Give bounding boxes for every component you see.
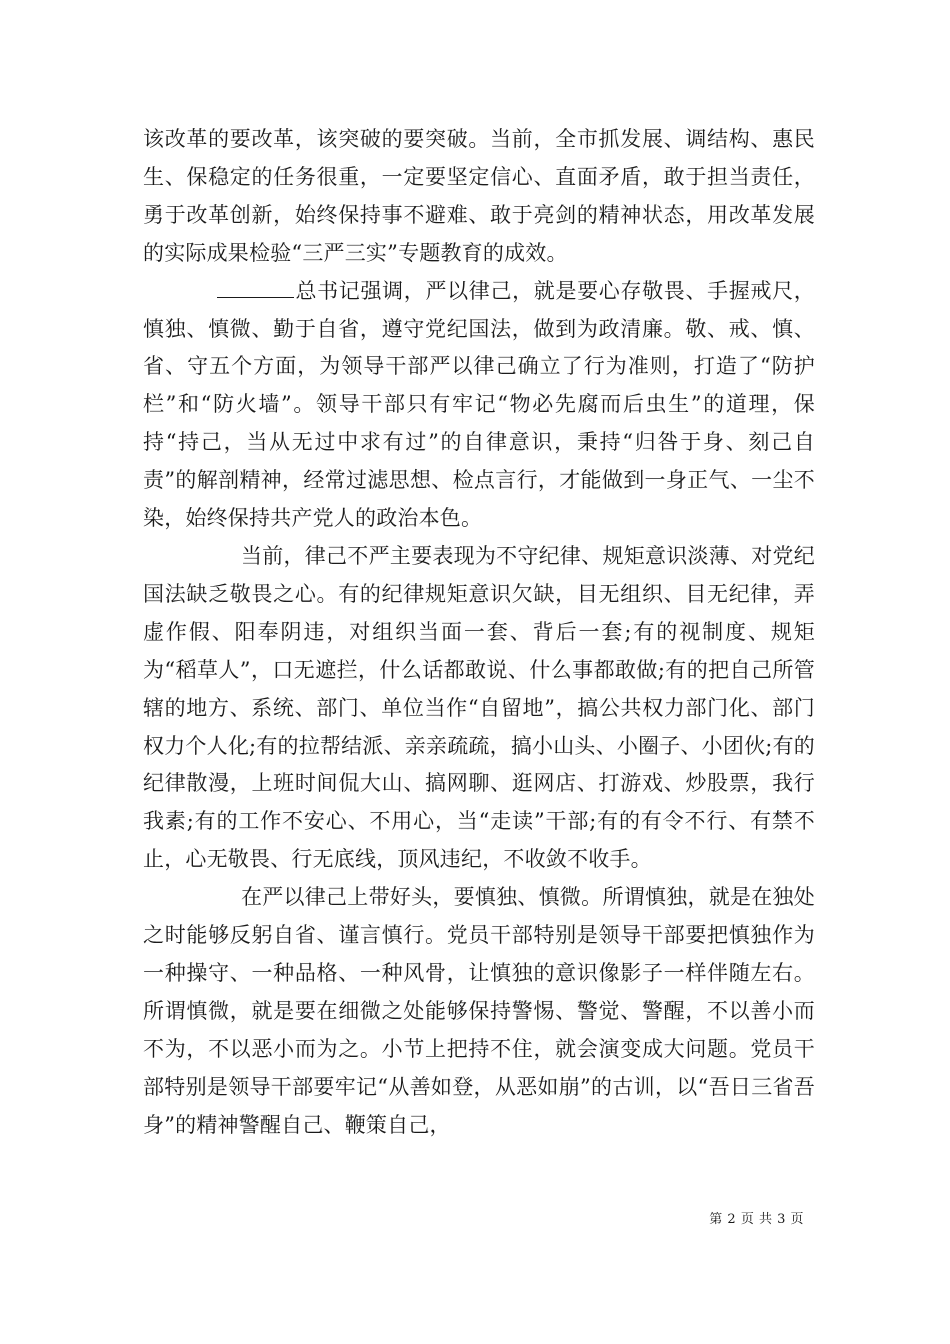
paragraph-2-text: 总书记强调，严以律己，就是要心存敬畏、手握戒尺，慎独、慎微、勤于自省，遵守党纪国法，做到为政清廉。敬、戒、慎、省、守五个方面，为领导干部严以律己确立了行为准则，打造了“防护栏”和“防火墙”。领导干部只有牢记“物必先腐而后虫生”的道理，保持“持己，当从无过中求有过”的自律意识，秉持“归咎于身、刻己自责”的解剖精神，经常过滤思想、检点言行，才能做到一身正气、一尘不染，始终保持共产党人的政治本色。 <box>143 278 815 531</box>
paragraph-2 <box>143 273 815 538</box>
fill-in-blank <box>217 277 294 298</box>
page-number-footer: 第 2 页 共 3 页 <box>709 1212 804 1227</box>
paragraph-3: 当前，律己不严主要表现为不守纪律、规矩意识淡薄、对党纪国法缺乏敬畏之心。有的纪律规矩意识欠缺，目无组织、目无纪律，弄虚作假、阳奉阴违，对组织当面一套、背后一套;有的视制度、规矩为“稻草人”，口无遮拦，什么话都敢说、什么事都敢做;有的把自己所管辖的地方、系统、部门、单位当作“自留地”，搞公共权力部门化、部门权力个人化;有的拉帮结派、亲亲疏疏，搞小山头、小圈子、小团伙;有的纪律散漫，上班时间侃大山、搞网聊、逛网店、打游戏、炒股票，我行我素;有的工作不安心、不用心，当“走读”干部;有的有令不行、有禁不止，心无敬畏、行无底线，顶风违纪，不收敛不收手。 <box>143 543 815 872</box>
document-body <box>143 121 815 1144</box>
paragraph-4: 在严以律己上带好头，要慎独、慎微。所谓慎独，就是在独处之时能够反躬自省、谨言慎行。党员干部特别是领导干部要把慎独作为一种操守、一种品格、一种风骨，让慎独的意识像影子一样伴随左右。所谓慎微，就是要在细微之处能够保持警惕、警觉、警醒，不以善小而不为，不以恶小而为之。小节上把持不住，就会演变成大问题。党员干部特别是领导干部要牢记“从善如登，从恶如崩”的古训，以“吾日三省吾身”的精神警醒自己、鞭策自己， <box>143 885 815 1137</box>
paragraph-1: 该改革的要改革，该突破的要突破。当前，全市抓发展、调结构、惠民生、保稳定的任务很重，一定要坚定信心、直面矛盾，敢于担当责任，勇于改革创新，始终保持事不避难、敢于亮剑的精神状态，用改革发展的实际成果检验“三严三实”专题教育的成效。 <box>143 127 815 265</box>
